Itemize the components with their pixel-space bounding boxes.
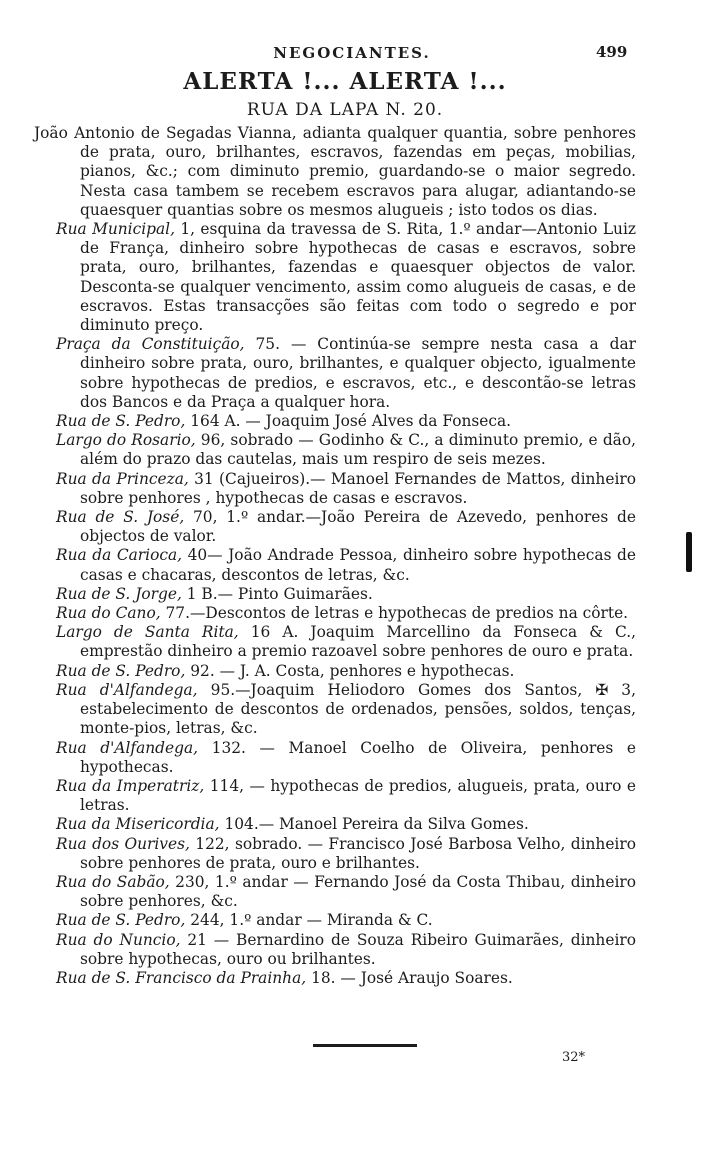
list-item: [56, 412, 636, 431]
list-item: [56, 835, 636, 873]
list-item: [56, 911, 636, 930]
entry-text: 95.—Joaquim Heliodoro Gomes dos Santos, ✠ 3, estabelecimento de descontos de ordenados, pensões, soldos, tenças, monte-pios, letras, &c.: [80, 680, 636, 738]
street-name: Rua do Cano,: [56, 604, 161, 623]
street-name: Largo do Rosario,: [56, 431, 196, 450]
street-name: Rua de S. Francisco da Prainha,: [56, 968, 307, 987]
list-item: [56, 931, 636, 969]
entry-text: 244, 1.º andar — Miranda & C.: [185, 911, 433, 930]
headline: ALERTA !... ALERTA !...: [183, 68, 507, 95]
entry-text: 92. — J. A. Costa, penhores e hypothecas.: [185, 661, 515, 680]
entry-text: 75. — Continúa-se sempre nesta casa a dar dinheiro sobre prata, ouro, brilhantes, e qualquer objecto, igualmente sobre hypothecas de predios, e escravos, etc., e descontão-se letras dos Bancos e da Praça a qualquer hora.: [80, 335, 636, 411]
entry-text: 77.—Descontos de letras e hypothecas de predios na côrte.: [160, 604, 629, 623]
list-item: [34, 124, 636, 220]
list-item: [56, 604, 636, 623]
street-name: Rua de S. José,: [56, 508, 185, 527]
list-item: [56, 585, 636, 604]
street-name: Rua d'Alfandega,: [56, 680, 198, 699]
list-item: [56, 815, 636, 834]
list-item: [56, 969, 636, 988]
entry-text: 31 (Cajueiros).— Manoel Fernandes de Mattos, dinheiro sobre penhores , hypothecas de casas e escravos.: [80, 469, 637, 507]
list-item: [56, 335, 636, 412]
entry-text: 1, esquina da travessa de S. Rita, 1.º andar—Antonio Luiz de França, dinheiro sobre hypothecas de casas e escravos, sobre prata, ouro, brilhantes, fazendas e quaesquer objectos de valor. Desconta-se qualquer vencimento, assim como alugueis de casas, e de escravos. Estas transacções são feitas com todo o segredo e por diminuto preço.: [80, 220, 636, 335]
entry-text: 122, sobrado. — Francisco José Barbosa Velho, dinheiro sobre penhores de prata, ouro e brilhantes.: [80, 834, 636, 872]
list-item: [56, 681, 636, 739]
margin-mark: [686, 532, 692, 572]
street-name: Rua da Princeza,: [56, 469, 189, 488]
street-name: Rua dos Ourives,: [56, 834, 190, 853]
list-item: [56, 873, 636, 911]
subheadline: RUA DA LAPA N. 20.: [246, 100, 444, 120]
list-item: [56, 220, 636, 335]
closing-rule: [313, 1044, 417, 1047]
running-title: NEGOCIANTES.: [273, 44, 431, 62]
list-item: [56, 546, 636, 584]
merchant-list: [34, 124, 637, 988]
street-name: Rua da Carioca,: [56, 546, 183, 565]
entry-text: João Antonio de Segadas Vianna, adianta qualquer quantia, sobre penhores de prata, ouro, brilhantes, escravos, fazendas em peças, mobilias, pianos, &c.; com diminuto premio, guardando-se o maior segredo. Nesta casa tambem se recebem escravos para alugar, adiantando-se quaesquer quantias sobre os mesmos alugueis ; isto todos os dias.: [34, 124, 636, 219]
entry-text: 114, — hypothecas de predios, alugueis, prata, ouro e letras.: [80, 776, 636, 815]
list-item: [56, 662, 636, 681]
entry-text: 18. — José Araujo Soares.: [306, 968, 513, 987]
entry-text: 132. — Manoel Coelho de Oliveira, penhores e hypothecas.: [80, 738, 636, 776]
street-name: Rua de S. Pedro,: [56, 911, 186, 930]
street-name: Largo de Santa Rita,: [56, 623, 239, 642]
list-item: [56, 623, 636, 661]
entry-text: 70, 1.º andar.—João Pereira de Azevedo, penhores de objectos de valor.: [80, 508, 636, 546]
list-item: [56, 739, 636, 777]
list-item: [56, 470, 636, 508]
entry-text: 21 — Bernardino de Souza Ribeiro Guimarães, dinheiro sobre hypothecas, ouro ou brilhantes.: [80, 930, 636, 968]
street-name: Rua de S. Pedro,: [56, 661, 186, 680]
entry-text: 16 A. Joaquim Marcellino da Fonseca & C., emprestão dinheiro a premio razoavel sobre penhores de ouro e prata.: [80, 623, 636, 661]
entry-text: 96, sobrado — Godinho & C., a diminuto premio, e dão, além do prazo das cautelas, mais um respiro de seis mezes.: [80, 431, 636, 469]
street-name: Rua Municipal,: [56, 220, 175, 239]
page-number: 499: [596, 43, 628, 61]
street-name: Rua do Nuncio,: [56, 930, 181, 949]
street-name: Rua da Imperatriz,: [56, 776, 205, 795]
entry-text: 104.— Manoel Pereira da Silva Gomes.: [219, 815, 529, 834]
entry-text: 164 A. — Joaquim José Alves da Fonseca.: [185, 412, 512, 431]
signature-mark: 32*: [562, 1050, 586, 1065]
entry-text: 1 B.— Pinto Guimarães.: [181, 584, 373, 603]
entry-text: 40— João Andrade Pessoa, dinheiro sobre hypothecas de casas e chacaras, descontos de letras, &c.: [80, 546, 636, 584]
street-name: Rua de S. Pedro,: [56, 412, 186, 431]
street-name: Rua do Sabão,: [56, 872, 170, 891]
list-item: [56, 431, 636, 469]
list-item: [56, 777, 636, 815]
street-name: Rua d'Alfandega,: [56, 738, 199, 757]
street-name: Rua da Misericordia,: [56, 815, 220, 834]
entry-text: 230, 1.º andar — Fernando José da Costa Thibau, dinheiro sobre penhores, &c.: [80, 872, 637, 911]
list-item: [56, 508, 636, 546]
street-name: Rua de S. Jorge,: [56, 584, 182, 603]
street-name: Praça da Constituição,: [56, 335, 245, 354]
